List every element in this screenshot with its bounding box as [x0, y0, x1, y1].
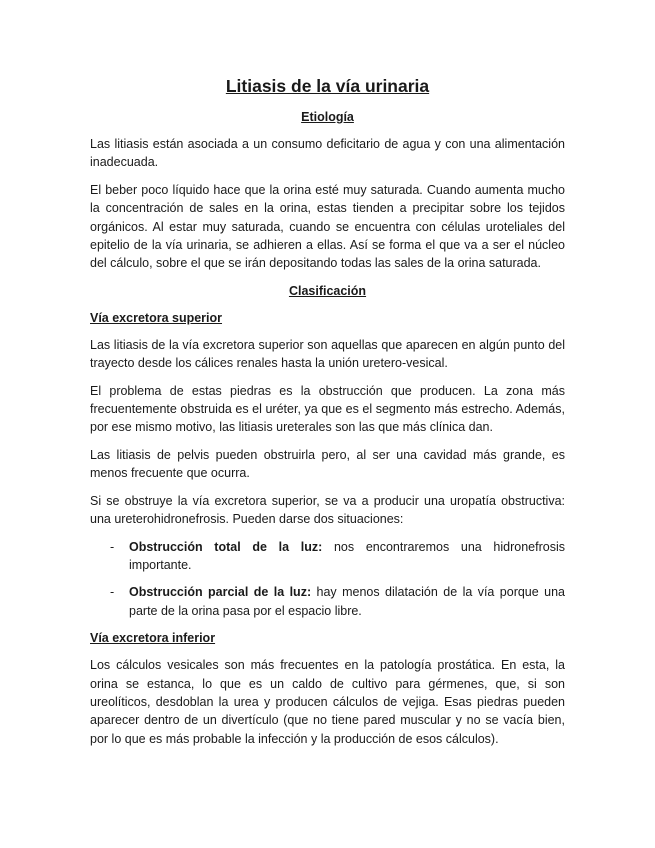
section-heading-etiologia: Etiología [301, 110, 354, 124]
section-heading-clasificacion: Clasificación [288, 283, 367, 298]
list-item [90, 538, 565, 575]
paragraph: Los cálculos vesicales son más frecuentes en la patología prostática. En esta, la orina se estanca, lo que es un caldo de cultivo para gérmenes, que, si son ureolíticos, desdoblan la urea y producen cálculos de vejiga. Esas piedras pueden aparecer dentro de un divertículo (que no tiene pared muscular y no se vacía bien, por lo que es más probable la infección y la producción de esos cálculos). [90, 658, 565, 746]
paragraph: Las litiasis de la vía excretora superior son aquellas que aparecen en algún punto del trayecto desde los cálices renales hasta la unión uretero-vesical. [90, 337, 565, 371]
paragraph: El beber poco líquido hace que la orina esté muy saturada. Cuando aumenta mucho la concentración de sales en la orina, estas tienden a precipitar sobre los tejidos orgánicos. Al estar muy saturada, cuando se encuentra con células uroteliales del epitelio de la vía urinaria, se adhieren a ellas. Así se forma el que va a ser el núcleo del cálculo, sobre el que se irán depositando todas las sales de la orina saturada. [90, 182, 565, 271]
paragraph: Si se obstruye la vía excretora superior, se va a producir una uropatía obstructiva: una ureterohidronefrosis. Pueden darse dos situaciones: [90, 493, 565, 527]
dash-bullet: - [110, 539, 115, 554]
obstruction-list [90, 538, 565, 621]
list-item-term: Obstrucción total de la luz: [129, 539, 323, 554]
list-item-term: Obstrucción parcial de la luz: [129, 585, 312, 600]
paragraph: Las litiasis de pelvis pueden obstruirla pero, al ser una cavidad más grande, es menos frecuente que ocurra. [90, 447, 565, 481]
list-item-text: hay menos dilatación de la vía porque una parte de la orina pasa por el espacio libre. [129, 585, 565, 618]
paragraph: El problema de estas piedras es la obstrucción que producen. La zona más frecuentemente obstruida es el uréter, ya que es el segmento más estrecho. Además, por ese mismo motivo, las litiasis ureterales son las que más clínica dan. [90, 383, 565, 435]
list-item-text: nos encontraremos una hidronefrosis importante. [129, 539, 565, 572]
subheading-via-excretora-superior: Vía excretora superior [90, 310, 223, 325]
list-item [90, 583, 565, 620]
paragraph: Las litiasis están asociada a un consumo deficitario de agua y con una alimentación inadecuada. [90, 137, 565, 170]
dash-bullet: - [110, 585, 115, 600]
subheading-via-excretora-inferior: Vía excretora inferior [90, 631, 216, 646]
document-title: Litiasis de la vía urinaria [225, 76, 430, 96]
